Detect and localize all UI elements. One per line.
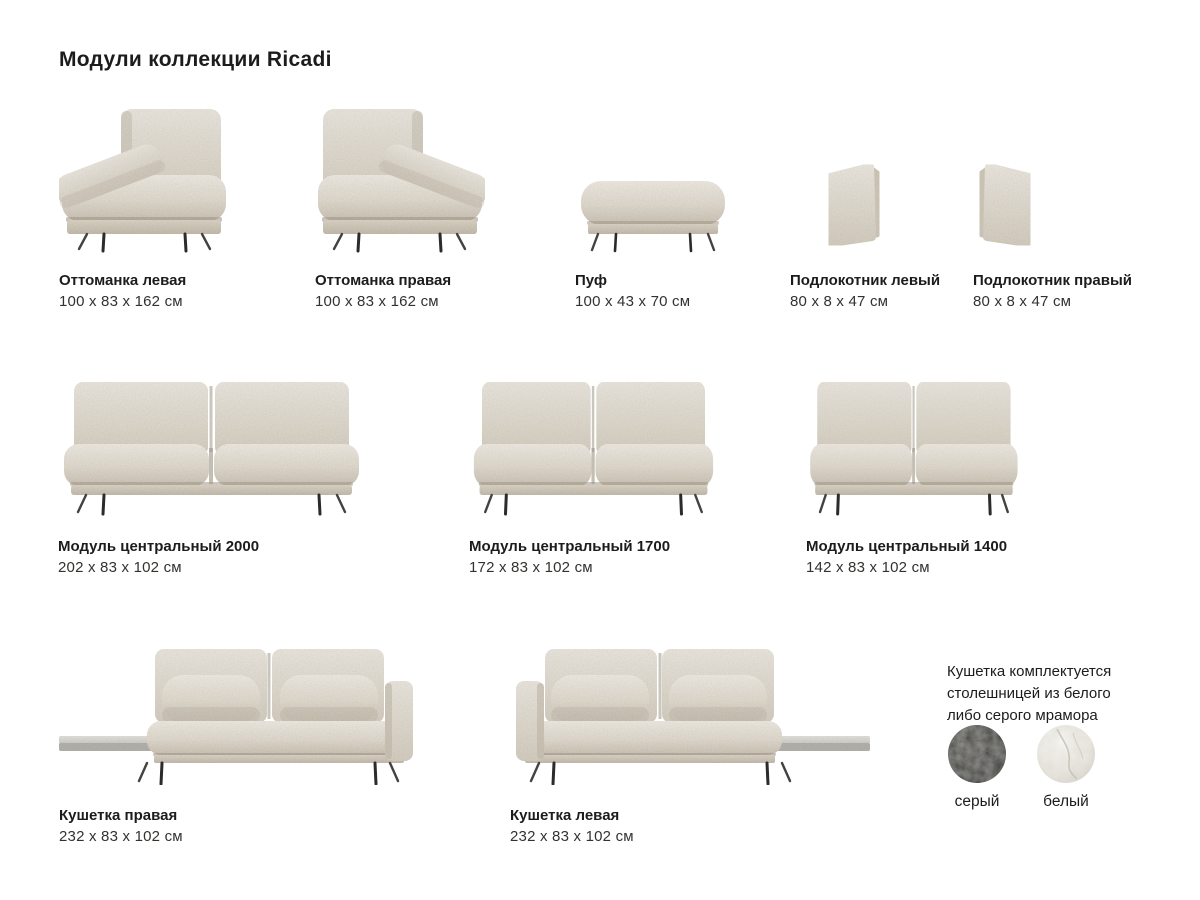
product-image-couch-left <box>510 645 880 785</box>
white-marble-circle <box>1037 725 1095 783</box>
product-image-armrest-right <box>973 95 1133 253</box>
product-card-module-1700 <box>469 378 719 578</box>
product-name: Оттоманка правая <box>315 272 452 289</box>
product-image-ottoman-left <box>59 95 259 253</box>
product-image-pouf <box>575 95 735 253</box>
product-dimensions: 80 x 8 x 47 см <box>790 293 889 310</box>
product-name: Модуль центральный 1700 <box>469 538 671 555</box>
product-card-module-2000 <box>58 378 366 578</box>
product-dimensions: 142 x 83 x 102 см <box>806 559 930 576</box>
product-dimensions: 80 x 8 x 47 см <box>973 293 1072 310</box>
product-name: Оттоманка левая <box>59 272 187 289</box>
product-dimensions: 100 x 43 x 70 см <box>575 293 691 310</box>
marble-swatches <box>948 725 1095 811</box>
product-image-module-1700 <box>469 378 719 516</box>
swatch-white-marble <box>1037 725 1095 811</box>
product-name: Пуф <box>575 272 608 289</box>
product-dimensions: 232 x 83 x 102 см <box>510 828 634 845</box>
product-card-module-1400 <box>806 378 1022 578</box>
swatch-label: серый <box>954 793 1000 810</box>
product-dimensions: 172 x 83 x 102 см <box>469 559 593 576</box>
product-card-ottoman-left <box>59 95 259 312</box>
couch-tabletop-note: Кушетка комплектуется столешницей из белого либо серого мрамора <box>947 663 1112 724</box>
product-image-module-1400 <box>806 378 1022 516</box>
product-dimensions: 100 x 83 x 162 см <box>315 293 439 310</box>
product-name: Модуль центральный 1400 <box>806 538 1008 555</box>
swatch-label: белый <box>1043 793 1089 810</box>
product-dimensions: 202 x 83 x 102 см <box>58 559 182 576</box>
product-name: Модуль центральный 2000 <box>58 538 260 555</box>
product-card-couch-right <box>59 645 429 847</box>
product-image-module-2000 <box>58 378 366 516</box>
product-dimensions: 100 x 83 x 162 см <box>59 293 183 310</box>
product-card-armrest-left <box>790 95 950 312</box>
product-name: Кушетка левая <box>510 807 620 824</box>
page-title: Модули коллекции Ricadi <box>59 48 332 71</box>
product-name: Кушетка правая <box>59 807 178 824</box>
product-card-armrest-right <box>973 95 1133 312</box>
product-name: Подлокотник левый <box>790 272 941 289</box>
product-image-ottoman-right <box>315 95 515 253</box>
product-name: Подлокотник правый <box>973 272 1132 289</box>
product-dimensions: 232 x 83 x 102 см <box>59 828 183 845</box>
product-card-ottoman-right <box>315 95 515 312</box>
product-image-armrest-left <box>790 95 950 253</box>
swatch-grey-marble <box>948 725 1006 811</box>
product-card-couch-left <box>510 645 880 847</box>
product-card-pouf <box>575 95 735 312</box>
product-image-couch-right <box>59 645 429 785</box>
grey-marble-circle <box>948 725 1006 783</box>
